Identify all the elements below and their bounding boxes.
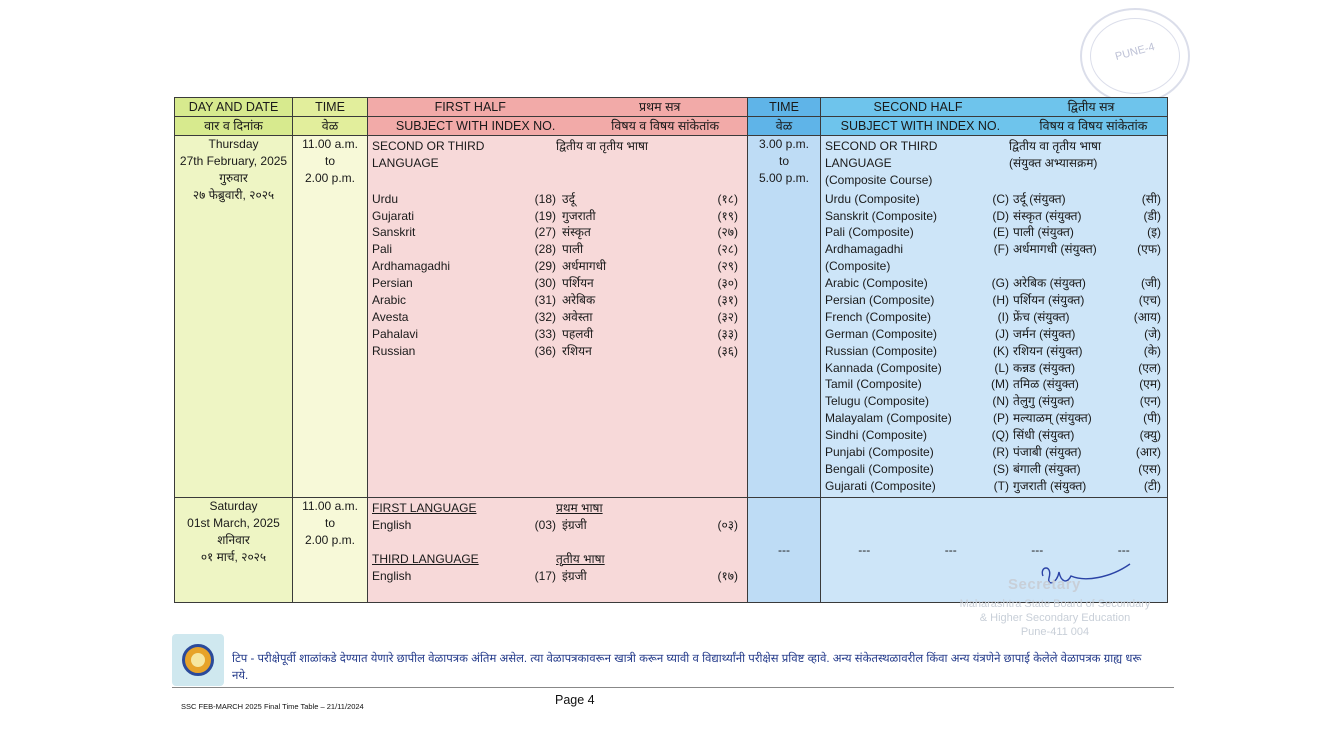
subject-name: German (Composite) (825, 326, 938, 341)
time-start: 11.00 a.m. (302, 499, 358, 513)
subject-name: Arabic (Composite) (825, 276, 928, 291)
subject-code: (33) (534, 326, 556, 341)
subject-code-mr: (एन) (1139, 394, 1161, 409)
subject-code-mr: (१८) (717, 191, 738, 206)
time-end: 5.00 p.m. (758, 170, 810, 185)
subject-name-mr: गुजराती (संयुक्त) (1013, 478, 1087, 493)
first-half-en: FIRST HALF (434, 100, 506, 114)
subject-code: (N) (992, 394, 1009, 409)
subject-code-mr: (सी) (1141, 191, 1161, 206)
subject-name-mr: मल्याळम् (संयुक्त) (1013, 411, 1092, 426)
subject-code-mr: (३३) (717, 326, 738, 341)
subject-name: Persian (Composite) (825, 293, 935, 308)
subject-code: (S) (993, 461, 1009, 476)
day-name-mr: शनिवार (217, 532, 250, 547)
subject-code: (Q) (991, 428, 1009, 443)
subject-name-mr: कन्नड (संयुक्त) (1013, 360, 1076, 375)
subject-code-mr: (२८) (717, 242, 738, 257)
subject-code: (T) (993, 478, 1009, 493)
first-subject-mr: विषय व विषय सांकेतांक (611, 119, 720, 133)
subject-code: (F) (993, 242, 1009, 257)
first-half-mr: प्रथम सत्र (639, 100, 681, 114)
subject-dash-mr: --- (1031, 543, 1044, 557)
table-row (175, 136, 1168, 498)
date-mr: २७ फेब्रुवारी, २०२५ (192, 187, 275, 202)
subject-name-mr: जर्मन (संयुक्त) (1013, 326, 1076, 341)
subject-name: Sanskrit (372, 225, 416, 240)
time-dash: --- (778, 543, 790, 557)
note-text: टिप - परीक्षेपूर्वी शाळांकडे देण्यात येणारे छापील वेळापत्रक अंतिम असेल. त्या वेळापत्रकावरून खात्री करून घ्यावी व विद्यार्थ्यांनी परीक्षेस प्रविष्ट व्हावे. अन्य संकेतस्थळावरील किंवा अन्य यंत्रणेने छापाई केलेले वेळापत्रक ग्राह्य धरू नये. (232, 653, 1142, 682)
board-seal-watermark (1080, 8, 1190, 104)
subject-code-mr: (आर) (1135, 445, 1161, 460)
stamp-line: Pune-411 004 (1020, 626, 1090, 638)
subject-code: (I) (997, 309, 1009, 324)
header-first-subject (368, 117, 748, 136)
header-row-1 (175, 98, 1168, 117)
time-start: 3.00 p.m. (758, 137, 810, 151)
subject-code: (36) (534, 343, 556, 358)
seal-text: PUNE-4 (1113, 40, 1157, 64)
subject-name: Pali (372, 242, 393, 257)
subject-name-mr: सिंधी (संयुक्त) (1013, 428, 1075, 443)
subject-code-mr: (०३) (717, 517, 738, 532)
header-time-mr: वेळ (293, 117, 368, 136)
subject-name-mr: अर्धमागधी (562, 259, 607, 274)
subject-name: Pali (Composite) (825, 225, 914, 240)
subject-code: (27) (534, 225, 556, 240)
subject-code: (K) (993, 343, 1009, 358)
subject-name-mr: उर्दू (562, 191, 575, 206)
subject-name-mr: अरेबिक (संयुक्त) (1013, 276, 1086, 291)
footer-text: SSC FEB-MARCH 2025 Final Time Table – 21/11/2024 (181, 702, 364, 711)
subject-code-mr: (के) (1143, 343, 1161, 358)
section-heading-3: (Composite Course) (825, 172, 933, 187)
subject-name-mr: अरेबिक (562, 293, 596, 308)
subject-name: Arabic (372, 293, 407, 308)
subject-code-mr: (३०) (717, 276, 738, 291)
subject-name-mr: अर्धमागधी (संयुक्त) (1013, 242, 1097, 257)
timetable (174, 97, 1168, 603)
first-subject-en: SUBJECT WITH INDEX NO. (395, 119, 556, 133)
subject-name: Malayalam (Composite) (825, 411, 952, 426)
subject-code: (19) (534, 208, 556, 223)
stamp-line: & Higher Secondary Education (979, 612, 1131, 624)
subject-name-mr: बंगाली (संयुक्त) (1013, 461, 1081, 476)
subject-name: Russian (Composite) (825, 343, 938, 358)
day-date-cell (175, 498, 293, 603)
time-cell (293, 498, 368, 603)
day-name: Saturday (209, 499, 258, 513)
subject-name-mr: फ्रेंच (संयुक्त) (1013, 309, 1070, 324)
section-heading-mr-2: (संयुक्त अभ्यासक्रम) (1009, 155, 1098, 170)
subject-name: Gujarati (372, 208, 415, 223)
subject-name: Urdu (Composite) (825, 191, 920, 206)
subject-code: (32) (534, 309, 556, 324)
subject-name-mr: पाली (संयुक्त) (1013, 225, 1074, 240)
time-start: 11.00 a.m. (302, 137, 358, 151)
subject-name: English (372, 517, 412, 532)
subject-code-mr: (जी) (1140, 276, 1161, 291)
subject-code: (28) (534, 242, 556, 257)
time-cell-2 (748, 498, 821, 603)
subject-code (975, 258, 1009, 275)
header-day-date-mr: वार व दिनांक (175, 117, 293, 136)
subject-name-mr: पंजाबी (संयुक्त) (1013, 445, 1082, 460)
page-number: Page 4 (555, 693, 595, 707)
subject-name: Sindhi (Composite) (825, 428, 928, 443)
subject-code-mr: (टी) (1143, 478, 1161, 493)
subject-code-mr: (आय) (1133, 309, 1161, 324)
subject-name-mr: तमिळ (संयुक्त) (1013, 377, 1079, 392)
subject-code-mr: (डी) (1143, 208, 1161, 223)
subject-code: (G) (991, 276, 1009, 291)
header-time-2-mr: वेळ (748, 117, 821, 136)
subject-name: Kannada (Composite) (825, 360, 942, 375)
second-half-en: SECOND HALF (873, 100, 963, 114)
subject-name-mr: संस्कृत (संयुक्त) (1013, 208, 1082, 223)
footer-divider (172, 687, 1174, 688)
subject-code: (E) (993, 225, 1009, 240)
subject-code: (M) (991, 377, 1009, 392)
subject-name-mr: पर्शियन (562, 276, 594, 291)
subject-code-mr: (३१) (717, 293, 738, 308)
subject-code: (31) (534, 293, 556, 308)
header-row-2 (175, 117, 1168, 136)
day-name-mr: गुरुवार (219, 170, 248, 185)
subject-name-mr: इंग्रजी (562, 517, 587, 532)
subject-code-mr: (२७) (717, 225, 738, 240)
header-time: TIME (293, 98, 368, 117)
third-language-heading-mr: तृतीय भाषा (556, 551, 605, 566)
header-second-subject (821, 117, 1168, 136)
time-cell-2 (748, 136, 821, 498)
section-heading-2: LANGUAGE (825, 155, 892, 170)
third-language-heading: THIRD LANGUAGE (372, 551, 479, 566)
first-half-cell (368, 498, 748, 603)
subject-code: (18) (534, 191, 556, 206)
secretary-stamp-title: Secretary (1008, 576, 1081, 593)
subject-code: (L) (994, 360, 1009, 375)
subject-code: (17) (534, 568, 556, 583)
subject-name-mr: पाली (562, 242, 584, 257)
first-half-cell (368, 136, 748, 498)
header-time-2: TIME (748, 98, 821, 117)
subject-code: (03) (534, 517, 556, 532)
subject-code-mr: (पी) (1143, 411, 1161, 426)
subject-code-mr: (जे) (1144, 326, 1161, 341)
second-half-cell (821, 136, 1168, 498)
subject-dash: --- (858, 543, 871, 557)
subject-name: French (Composite) (825, 309, 932, 324)
subject-code: (29) (534, 259, 556, 274)
subject-code: (J) (995, 326, 1009, 341)
date-mr: ०१ मार्च, २०२५ (200, 549, 267, 564)
second-half-heading (821, 136, 1167, 191)
subject-name: (Composite) (825, 259, 891, 274)
code-dash-mr: --- (1117, 543, 1130, 557)
time-end: 2.00 p.m. (304, 170, 356, 185)
subject-code-mr: (एच) (1138, 293, 1161, 308)
first-subjects-list (368, 191, 747, 362)
subject-code-mr: (क्यु) (1139, 428, 1161, 443)
section-heading-mr: द्वितीय वा तृतीय भाषा (1009, 139, 1102, 153)
subject-name-mr: रशियन (562, 343, 592, 358)
subject-name-mr: इंग्रजी (562, 568, 587, 583)
day-name: Thursday (208, 137, 259, 151)
second-subject-en: SUBJECT WITH INDEX NO. (840, 119, 1001, 133)
time-cell (293, 136, 368, 498)
header-second-half (821, 98, 1168, 117)
subject-code-mr: (१७) (717, 568, 738, 583)
subject-code: (30) (534, 276, 556, 291)
day-date-cell (175, 136, 293, 498)
board-logo (172, 634, 224, 686)
subject-name: Pahalavi (372, 326, 419, 341)
subject-name-mr: रशियन (संयुक्त) (1013, 343, 1083, 358)
first-language-block (368, 498, 747, 586)
office-stamp (940, 597, 1170, 639)
time-to: to (324, 515, 335, 530)
second-subjects-list (821, 191, 1167, 497)
subject-name-mr: अवेस्ता (562, 309, 593, 324)
subject-name: Avesta (372, 309, 409, 324)
subject-code-mr: (३६) (717, 343, 738, 358)
subject-code-mr: (इ) (1147, 225, 1161, 240)
second-half-mr: द्वितीय सत्र (1067, 100, 1115, 114)
subject-code-mr: (१९) (717, 208, 738, 223)
date-en: 27th February, 2025 (179, 153, 288, 168)
subject-name: Ardhamagadhi (825, 242, 904, 257)
time-end: 2.00 p.m. (304, 532, 356, 547)
subject-code: (R) (992, 445, 1009, 460)
subject-name-mr: पर्शियन (संयुक्त) (1013, 293, 1085, 308)
subject-code-mr: (एस) (1138, 461, 1161, 476)
stamp-line: Maharashtra State Board of Secondary (959, 598, 1151, 610)
second-subject-mr: विषय व विषय सांकेतांक (1039, 119, 1148, 133)
subject-code-mr: (२९) (717, 259, 738, 274)
subject-name-mr (1009, 258, 1121, 275)
subject-code-mr: (एफ) (1137, 242, 1161, 257)
subject-name-mr: संस्कृत (562, 225, 591, 240)
header-first-half (368, 98, 748, 117)
subject-name: Bengali (Composite) (825, 461, 934, 476)
subject-name: Ardhamagadhi (372, 259, 451, 274)
date-en: 01st March, 2025 (187, 515, 280, 530)
subject-name-mr: उर्दू (संयुक्त) (1013, 191, 1066, 206)
subject-name: Russian (372, 343, 416, 358)
first-language-heading-mr: प्रथम भाषा (556, 501, 603, 515)
subject-code-mr: (एल) (1138, 360, 1161, 375)
subject-name: English (372, 568, 412, 583)
header-day-date: DAY AND DATE (175, 98, 293, 117)
subject-name: Persian (372, 276, 413, 291)
time-to: to (778, 153, 789, 168)
subject-code-mr: (३२) (717, 309, 738, 324)
subject-code-mr: (एम) (1139, 377, 1161, 392)
time-to: to (324, 153, 335, 168)
section-heading: SECOND OR THIRD (372, 139, 485, 153)
subject-name-mr: तेलुगु (संयुक्त) (1013, 394, 1075, 409)
subject-name: Urdu (372, 191, 399, 206)
subject-code: (H) (992, 293, 1009, 308)
subject-name: Tamil (Composite) (825, 377, 922, 392)
subject-code: (P) (993, 411, 1009, 426)
subject-name-mr: पहलवी (562, 326, 594, 341)
section-heading: SECOND OR THIRD (825, 139, 938, 153)
subject-name: Telugu (Composite) (825, 394, 930, 409)
subject-code: (C) (992, 191, 1009, 206)
code-dash: --- (944, 543, 957, 557)
subject-code: (D) (992, 208, 1009, 223)
first-half-list (368, 136, 747, 191)
first-language-heading: FIRST LANGUAGE (372, 501, 477, 515)
section-heading-2: LANGUAGE (372, 155, 439, 170)
subject-name: Sanskrit (Composite) (825, 208, 938, 223)
subject-name: Punjabi (Composite) (825, 445, 934, 460)
subject-name-mr: गुजराती (562, 208, 596, 223)
section-heading-mr: द्वितीय वा तृतीय भाषा (556, 139, 649, 153)
subject-code-mr (1121, 258, 1161, 275)
subject-name: Gujarati (Composite) (825, 478, 936, 493)
